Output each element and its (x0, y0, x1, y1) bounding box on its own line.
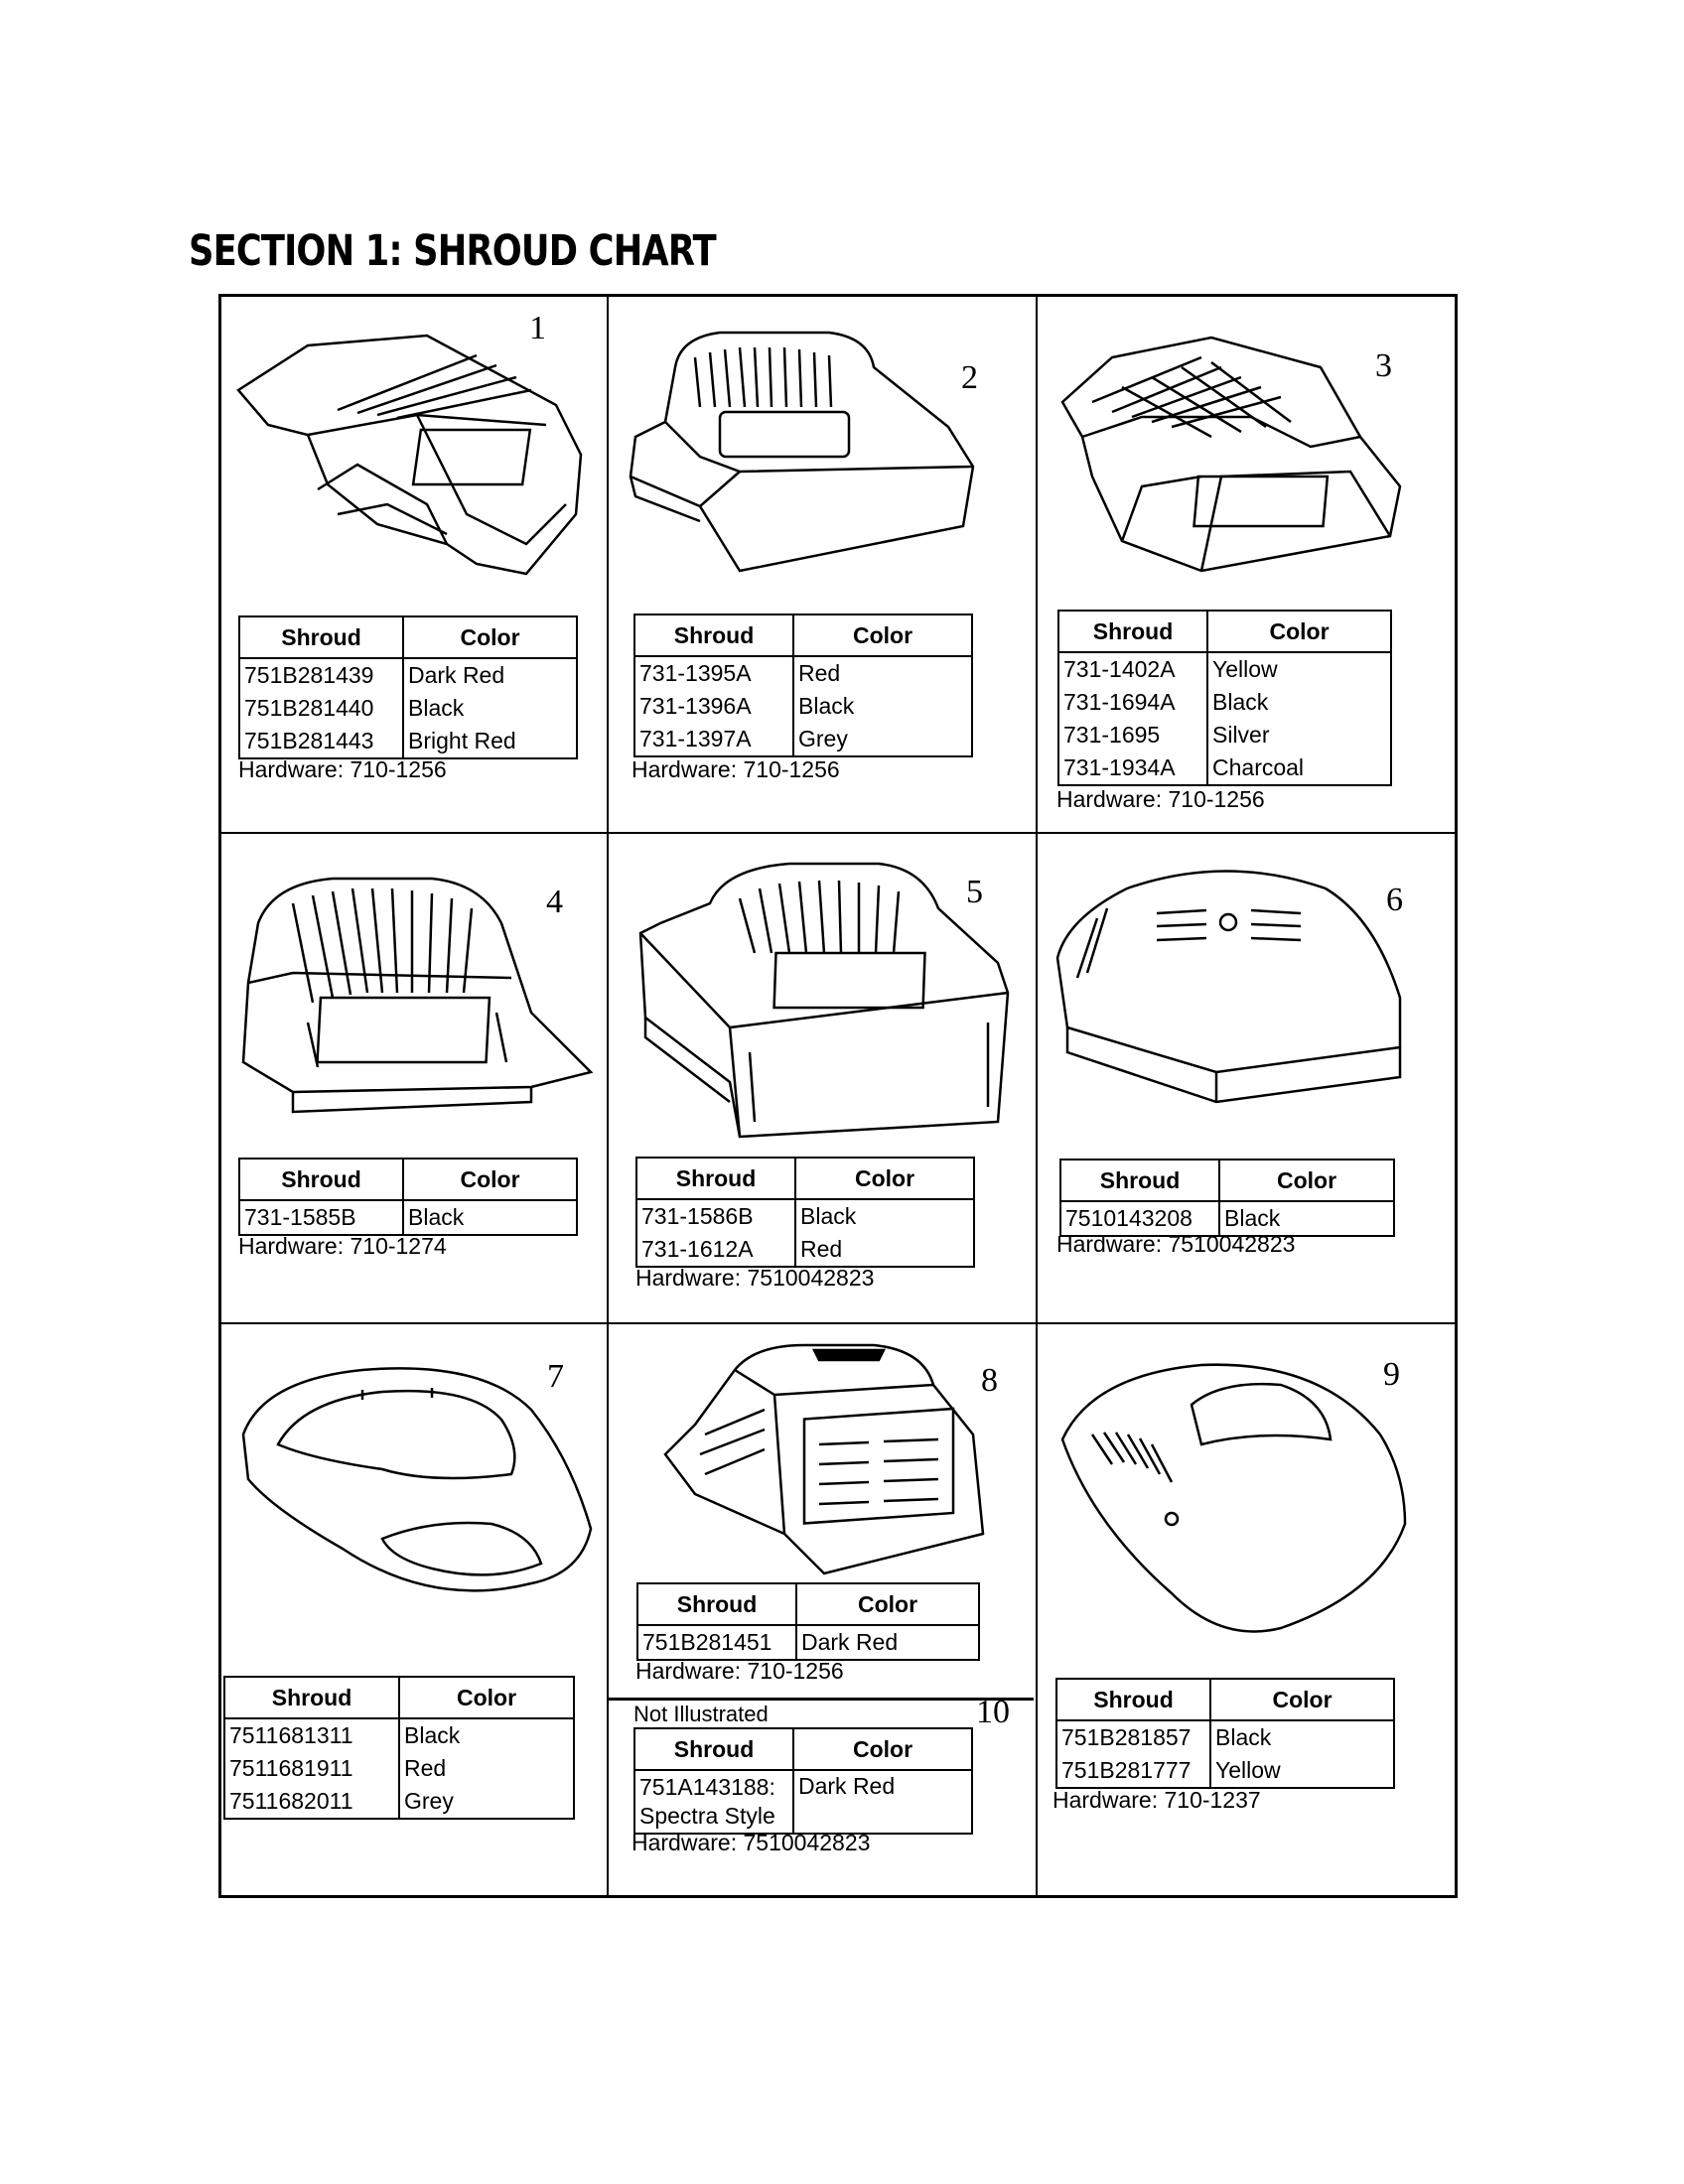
table-row: 751A143188: Spectra Style Dark Red (634, 1770, 972, 1834)
table-row: 731-1585B Black (239, 1200, 577, 1235)
hardware-label: Hardware: 710-1256 (632, 756, 840, 782)
hardware-label: Hardware: 7510042823 (632, 1830, 871, 1855)
hardware-label: Hardware: 710-1256 (238, 756, 447, 782)
item-number: 5 (966, 874, 983, 910)
parts-table-5 (635, 1157, 975, 1268)
table-row: 751B281857 Black (1056, 1720, 1394, 1754)
hardware-label: Hardware: 710-1256 (1056, 786, 1265, 812)
shroud-header: Shroud (239, 1159, 403, 1200)
table-row: 751B281439 Dark Red (239, 658, 577, 692)
table-row: 731-1396A Black (634, 690, 972, 723)
parts-table-1 (238, 615, 578, 759)
table-row: 751B281451 Dark Red (637, 1625, 979, 1660)
shroud-header: Shroud (634, 614, 793, 656)
shroud-header: Shroud (1060, 1160, 1219, 1201)
item-number: 8 (981, 1362, 998, 1399)
parts-table-2 (633, 614, 973, 757)
item-number: 1 (529, 310, 546, 346)
color-header: Color (795, 1158, 974, 1199)
shroud-4-illustration (233, 864, 601, 1132)
shroud-6-illustration (1048, 859, 1410, 1127)
not-illustrated-note: Not Illustrated (633, 1702, 769, 1726)
grid-divider (607, 1698, 1034, 1701)
grid-divider (218, 832, 1458, 834)
grid-divider (607, 294, 609, 1898)
item-number: 6 (1386, 882, 1403, 918)
table-row: 7510143208 Black (1060, 1201, 1394, 1236)
table-row: 731-1694A Black (1058, 686, 1391, 719)
table-row: 731-1402A Yellow (1058, 652, 1391, 686)
color-header: Color (793, 614, 972, 656)
table-row: 731-1395A Red (634, 656, 972, 690)
color-header: Color (793, 1728, 972, 1770)
color-header: Color (399, 1677, 574, 1718)
shroud-header: Shroud (239, 616, 403, 658)
table-row: 7511681311 Black (224, 1718, 574, 1752)
table-row: 731-1397A Grey (634, 723, 972, 756)
shroud-1-illustration (228, 316, 586, 584)
color-header: Color (1219, 1160, 1394, 1201)
hardware-label: Hardware: 710-1237 (1052, 1787, 1261, 1813)
item-number: 10 (976, 1694, 1010, 1730)
parts-table-4 (238, 1158, 578, 1236)
parts-table-10 (633, 1727, 973, 1835)
shroud-8-illustration (655, 1335, 993, 1578)
color-header: Color (1210, 1679, 1394, 1720)
item-number: 7 (547, 1358, 564, 1395)
parts-table-3 (1057, 610, 1392, 786)
grid-divider (218, 1322, 1458, 1324)
shroud-5-illustration (631, 854, 1018, 1142)
parts-table-6 (1059, 1159, 1395, 1237)
shroud-9-illustration (1052, 1355, 1410, 1643)
color-header: Color (1207, 611, 1391, 652)
shroud-header: Shroud (636, 1158, 795, 1199)
item-number: 3 (1375, 347, 1392, 384)
color-header: Color (796, 1583, 979, 1625)
hardware-label: Hardware: 710-1256 (635, 1658, 844, 1684)
table-row: 751B281443 Bright Red (239, 725, 577, 758)
color-header: Color (403, 1159, 577, 1200)
table-row: 751B281440 Black (239, 692, 577, 725)
parts-table-9 (1055, 1678, 1395, 1789)
grid-divider (1036, 294, 1038, 1898)
shroud-header: Shroud (637, 1583, 796, 1625)
table-row: 751B281777 Yellow (1056, 1754, 1394, 1788)
shroud-header: Shroud (1058, 611, 1207, 652)
table-row: 731-1586B Black (636, 1199, 974, 1233)
shroud-header: Shroud (224, 1677, 399, 1718)
item-number: 2 (961, 359, 978, 396)
shroud-header: Shroud (634, 1728, 793, 1770)
shroud-header: Shroud (1056, 1679, 1210, 1720)
table-row: 731-1695 Silver (1058, 719, 1391, 751)
hardware-label: Hardware: 710-1274 (238, 1233, 447, 1259)
page-title: SECTION 1: SHROUD CHART (189, 226, 716, 276)
hardware-label: Hardware: 7510042823 (635, 1265, 875, 1291)
shroud-7-illustration (233, 1350, 601, 1628)
table-row: 731-1612A Red (636, 1233, 974, 1267)
table-row: 731-1934A Charcoal (1058, 751, 1391, 785)
item-number: 9 (1383, 1356, 1400, 1393)
parts-table-8 (636, 1582, 980, 1661)
table-row: 7511682011 Grey (224, 1785, 574, 1819)
parts-table-7 (223, 1676, 575, 1820)
hardware-label: Hardware: 7510042823 (1056, 1231, 1296, 1257)
shroud-3-illustration (1052, 328, 1410, 576)
table-row: 7511681911 Red (224, 1752, 574, 1785)
color-header: Color (403, 616, 577, 658)
shroud-2-illustration (621, 328, 988, 576)
item-number: 4 (546, 884, 563, 920)
